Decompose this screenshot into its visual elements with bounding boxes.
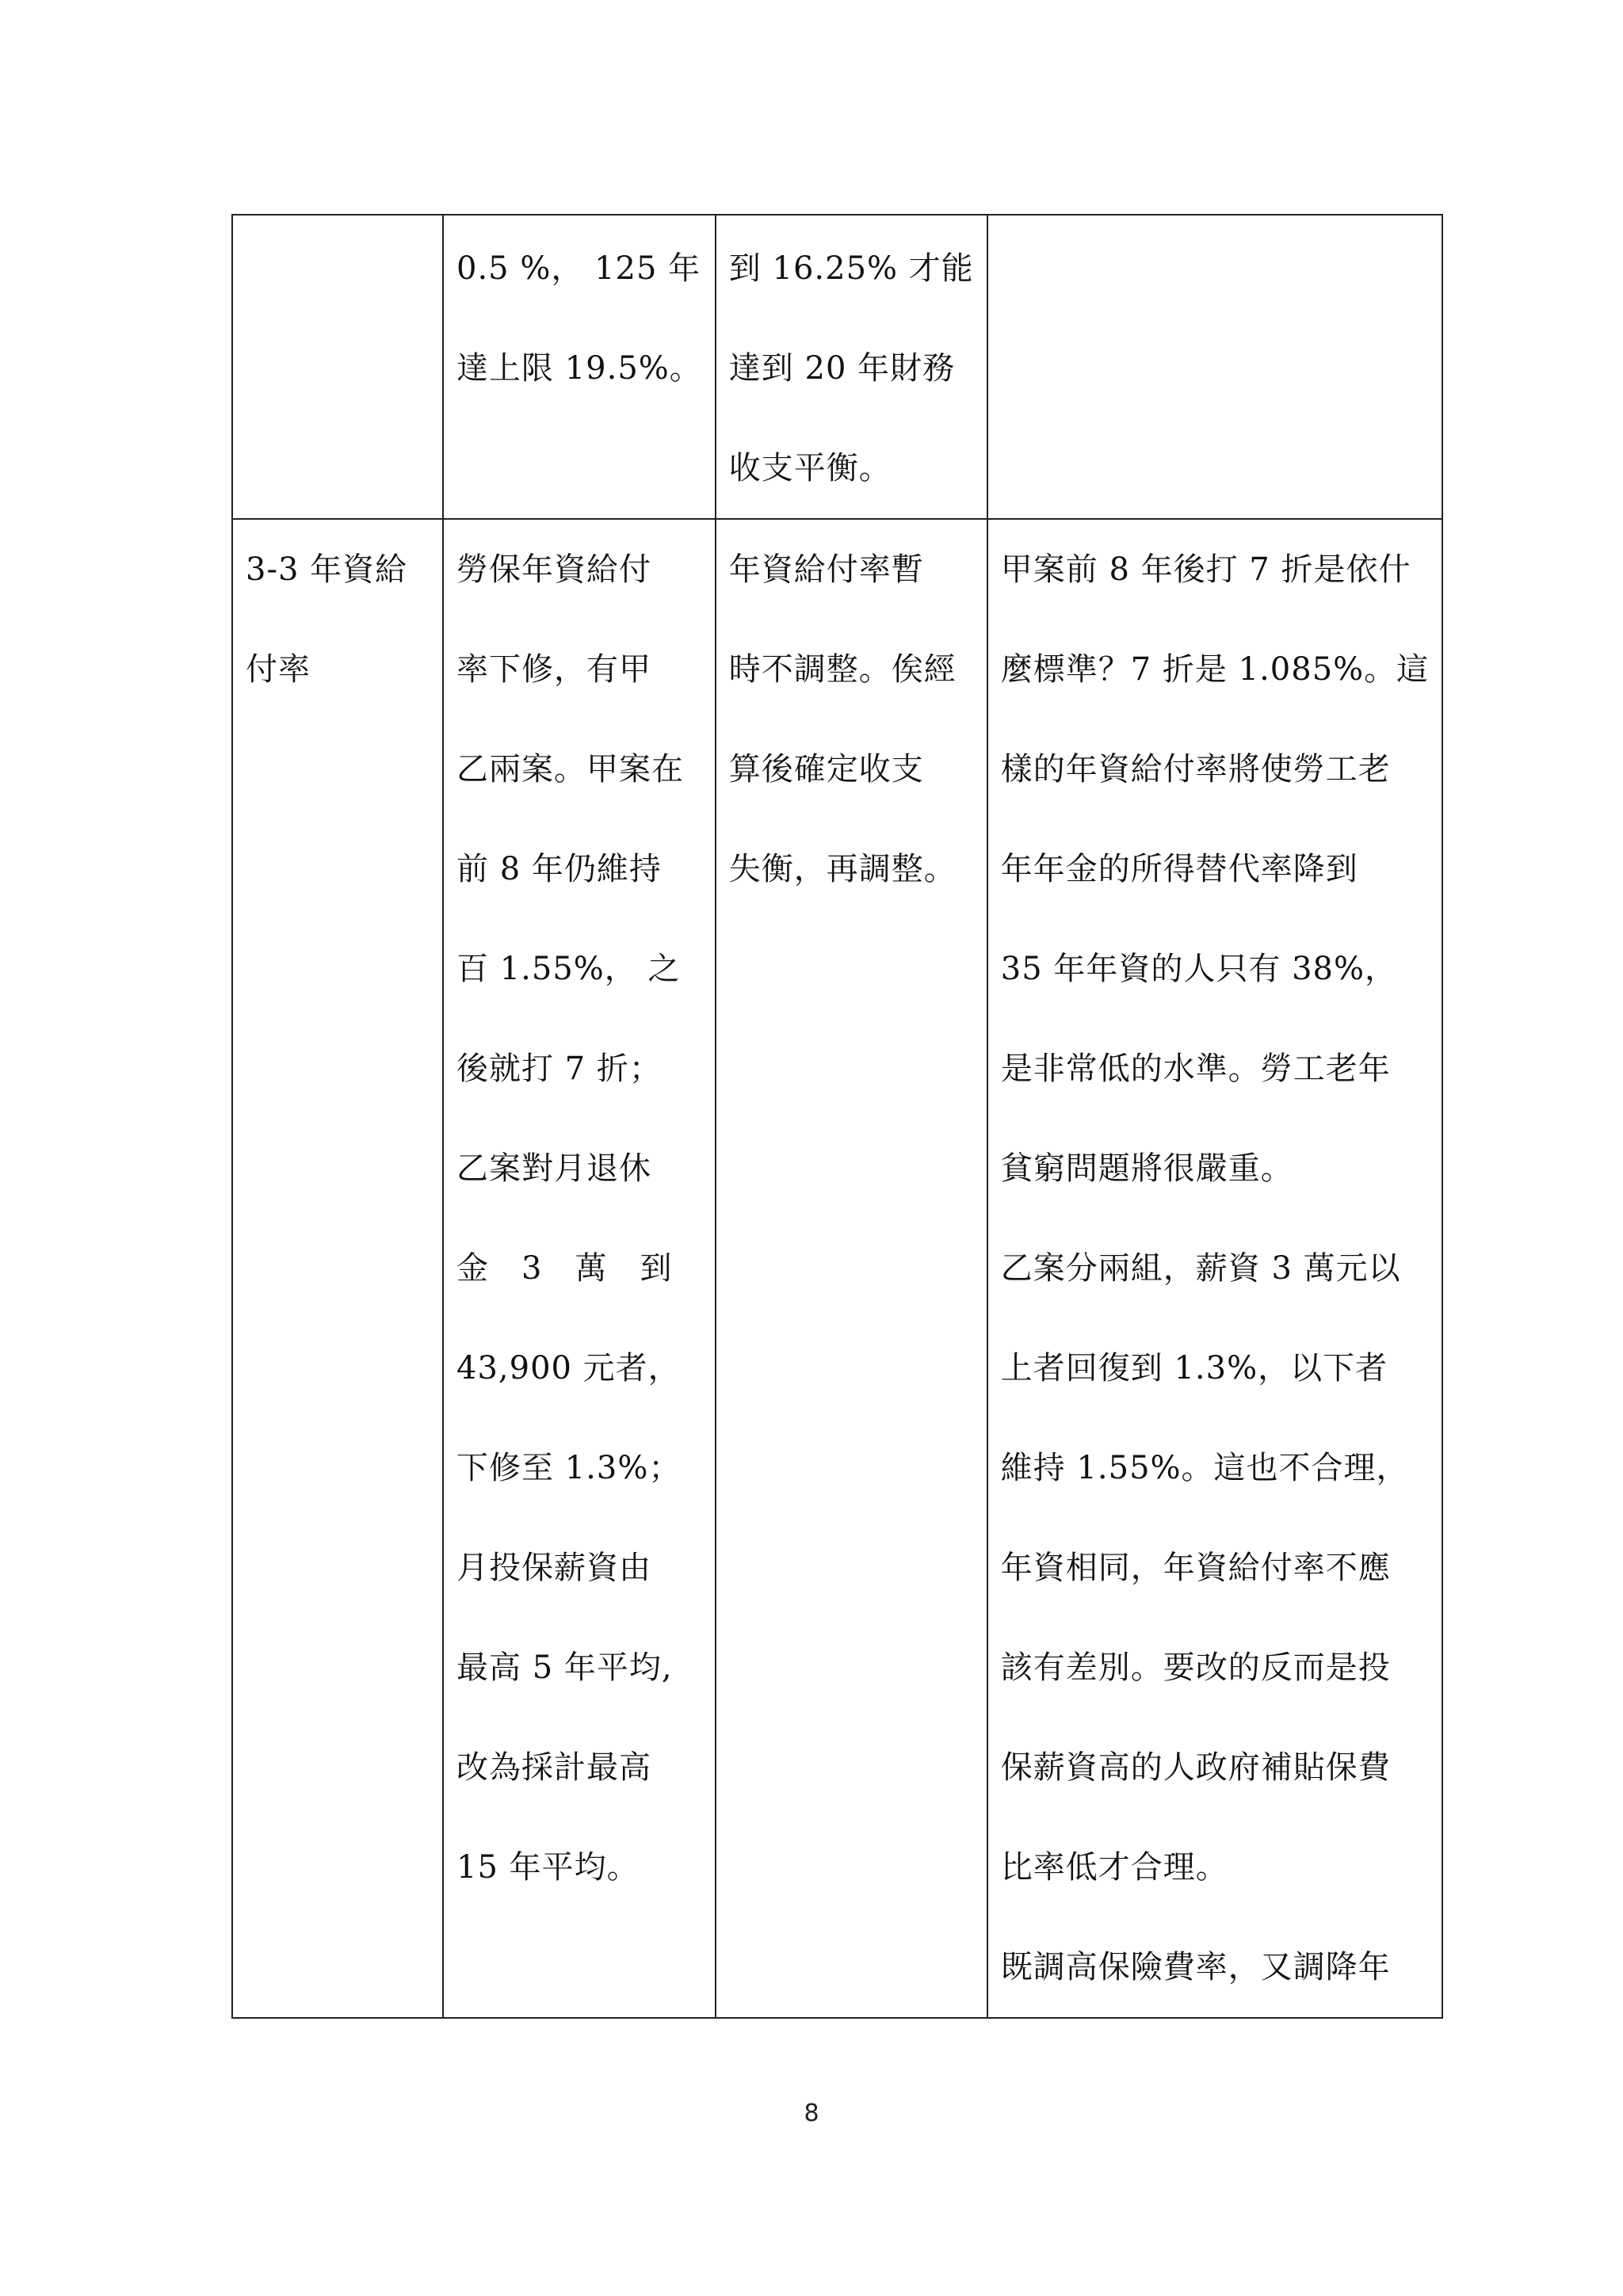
cell-line: 時不調整。俟經 bbox=[728, 651, 957, 688]
cell-line: 付率 bbox=[246, 651, 311, 688]
cell-line: 前 8 年仍維持 bbox=[456, 851, 662, 887]
cell-proposal bbox=[443, 519, 716, 2018]
cell-line: 達上限 19.5%。 bbox=[456, 350, 702, 387]
cell-line: 比率低才合理。 bbox=[1000, 1849, 1228, 1886]
cell-line: 失衡，再調整。 bbox=[728, 851, 957, 887]
cell-line: 率下修，有甲 bbox=[456, 651, 651, 688]
cell-line: 維持 1.55%。這也不合理， bbox=[1000, 1450, 1409, 1486]
cell-line: 35 年年資的人只有 38%， bbox=[1000, 951, 1397, 987]
comparison-table bbox=[231, 214, 1443, 2019]
cell-line: 月投保薪資由 bbox=[456, 1550, 651, 1586]
cell-item bbox=[232, 519, 443, 2018]
cell-line: 勞保年資給付 bbox=[456, 551, 651, 588]
cell-line: 算後確定收支 bbox=[728, 751, 924, 788]
cell-proposal bbox=[443, 215, 716, 519]
cell-line: 乙兩案。甲案在 bbox=[456, 751, 684, 788]
cell-item bbox=[232, 215, 443, 519]
table-row-continued bbox=[232, 215, 1442, 519]
cell-line: 年資相同，年資給付率不應 bbox=[1000, 1550, 1391, 1586]
cell-response bbox=[716, 215, 987, 519]
cell-line: 達到 20 年財務 bbox=[728, 350, 956, 387]
cell-line: 年資給付率暫 bbox=[728, 551, 924, 588]
cell-line: 乙案分兩組，薪資 3 萬元以 bbox=[1000, 1250, 1401, 1287]
cell-line: 年年金的所得替代率降到 bbox=[1000, 851, 1358, 887]
cell-line: 樣的年資給付率將使勞工老 bbox=[1000, 751, 1391, 788]
cell-line: 是非常低的水準。勞工老年 bbox=[1000, 1051, 1391, 1087]
cell-line: 金 3 萬 到 bbox=[456, 1250, 673, 1287]
cell-line: 最高 5 年平均, bbox=[456, 1650, 673, 1686]
cell-line: 貧窮問題將很嚴重。 bbox=[1000, 1150, 1293, 1187]
cell-line: 既調高保險費率，又調降年 bbox=[1000, 1949, 1391, 1985]
cell-line: 15 年平均。 bbox=[456, 1849, 640, 1886]
cell-comment bbox=[987, 519, 1442, 2018]
cell-line: 麼標準？7 折是 1.085%。這 bbox=[1000, 651, 1430, 688]
cell-line: 乙案對月退休 bbox=[456, 1150, 651, 1187]
cell-line: 改為採計最高 bbox=[456, 1749, 651, 1786]
cell-line: 後就打 7 折； bbox=[456, 1051, 662, 1087]
cell-line: 43,900 元者， bbox=[456, 1350, 681, 1386]
cell-line: 上者回復到 1.3%，以下者 bbox=[1000, 1350, 1388, 1386]
cell-line: 百 1.55%， 之 bbox=[456, 951, 681, 987]
cell-line: 0.5 %， 125 年 bbox=[456, 250, 701, 287]
table-row-3-3 bbox=[232, 519, 1442, 2018]
page-number: 8 bbox=[804, 2100, 819, 2127]
cell-comment bbox=[987, 215, 1442, 519]
cell-line: 到 16.25% 才能 bbox=[728, 250, 974, 287]
cell-line: 保薪資高的人政府補貼保費 bbox=[1000, 1749, 1391, 1786]
cell-line: 下修至 1.3%； bbox=[456, 1450, 682, 1486]
cell-line: 收支平衡。 bbox=[728, 450, 892, 486]
cell-line: 甲案前 8 年後打 7 折是依什 bbox=[1000, 551, 1411, 588]
cell-line: 3-3 年資給 bbox=[246, 551, 408, 588]
cell-line: 該有差別。要改的反而是投 bbox=[1000, 1650, 1391, 1686]
cell-response bbox=[716, 519, 987, 2018]
